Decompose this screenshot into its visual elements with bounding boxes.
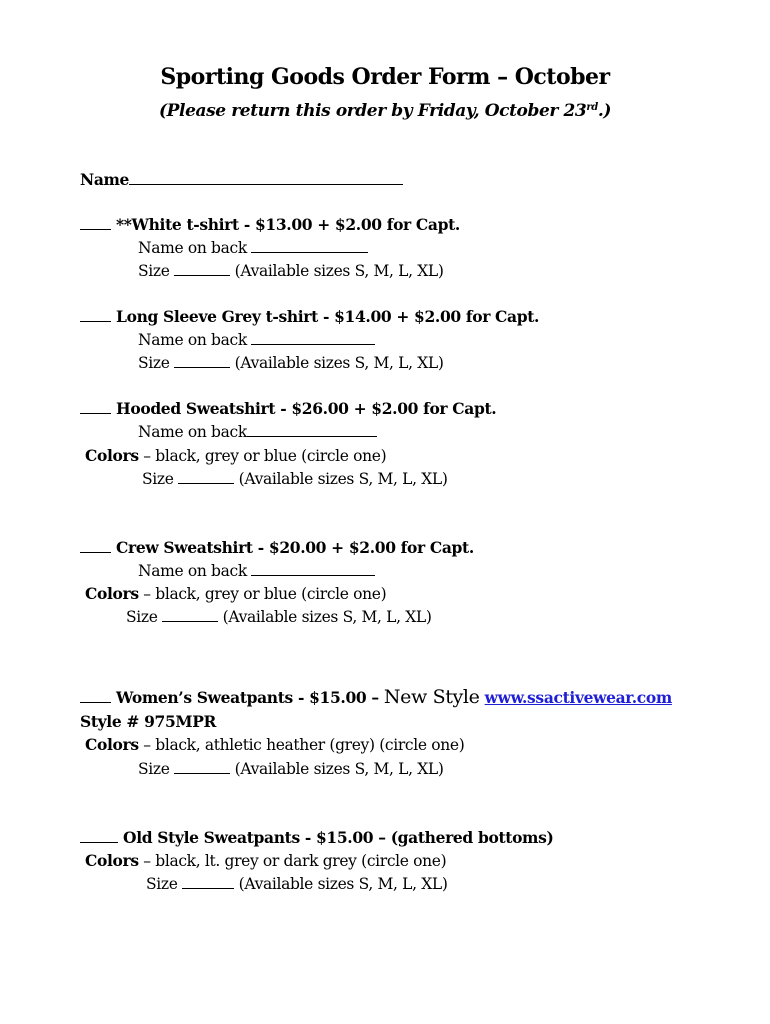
- item-heading: Women’s Sweatpants - $15.00 –: [116, 688, 379, 707]
- size-row: Size (Available sizes S, M, L, XL): [138, 354, 444, 372]
- style-number: Style # 975MPR: [80, 712, 217, 731]
- size-blank[interactable]: [178, 469, 234, 484]
- name-on-back-blank[interactable]: [251, 330, 375, 345]
- item-heading: Long Sleeve Grey t-shirt - $14.00 + $2.00 for Capt.: [116, 307, 540, 326]
- name-on-back-row: Name on back: [138, 238, 368, 258]
- qty-blank[interactable]: [80, 688, 111, 703]
- ssactivewear-link[interactable]: www.ssactivewear.com: [484, 688, 672, 707]
- colors-row: Colors – black, athletic heather (grey) (circle one): [85, 735, 465, 754]
- item-heading: Old Style Sweatpants - $15.00 – (gathered bottoms): [123, 828, 554, 847]
- form-title: Sporting Goods Order Form – October: [160, 64, 610, 90]
- name-blank[interactable]: [129, 170, 403, 185]
- size-row: Size (Available sizes S, M, L, XL): [146, 875, 448, 893]
- size-blank[interactable]: [174, 353, 230, 368]
- qty-blank[interactable]: [80, 538, 111, 553]
- size-blank[interactable]: [174, 261, 230, 276]
- item-white-tshirt: [80, 215, 460, 235]
- name-on-back-row: Name on back: [138, 330, 375, 350]
- colors-row: Colors – black, grey or blue (circle one): [85, 446, 387, 465]
- name-on-back-blank[interactable]: [251, 561, 375, 576]
- size-blank[interactable]: [162, 607, 218, 622]
- name-label: Name: [80, 170, 130, 189]
- size-blank[interactable]: [174, 759, 230, 774]
- size-row: Size (Available sizes S, M, L, XL): [138, 262, 444, 280]
- size-blank[interactable]: [182, 874, 234, 889]
- name-on-back-row: Name on back: [138, 422, 377, 442]
- size-row: Size (Available sizes S, M, L, XL): [126, 608, 432, 626]
- item-heading: Hooded Sweatshirt - $26.00 + $2.00 for Capt.: [116, 399, 497, 418]
- qty-blank[interactable]: [80, 307, 111, 322]
- item-long-sleeve-tshirt: [80, 307, 539, 327]
- colors-row: Colors – black, grey or blue (circle one): [85, 584, 387, 603]
- item-old-style-sweatpants: [80, 828, 553, 848]
- item-heading: Crew Sweatshirt - $20.00 + $2.00 for Capt.: [116, 538, 474, 557]
- colors-row: Colors – black, lt. grey or dark grey (circle one): [85, 851, 447, 870]
- qty-blank[interactable]: [80, 828, 118, 843]
- name-field: [80, 170, 403, 190]
- item-hooded-sweatshirt: [80, 399, 496, 419]
- name-on-back-blank[interactable]: [251, 238, 368, 253]
- name-on-back-blank[interactable]: [247, 422, 377, 437]
- qty-blank[interactable]: [80, 215, 111, 230]
- qty-blank[interactable]: [80, 399, 111, 414]
- size-row: Size (Available sizes S, M, L, XL): [138, 760, 444, 778]
- form-subtitle: (Please return this order by Friday, October 23rd.): [159, 101, 611, 121]
- name-on-back-row: Name on back: [138, 561, 375, 581]
- new-style-label: New Style: [383, 686, 480, 708]
- item-womens-sweatpants: [80, 687, 672, 708]
- item-heading: **White t-shirt - $13.00 + $2.00 for Capt.: [116, 215, 460, 234]
- size-row: Size (Available sizes S, M, L, XL): [142, 470, 448, 488]
- item-crew-sweatshirt: [80, 538, 474, 558]
